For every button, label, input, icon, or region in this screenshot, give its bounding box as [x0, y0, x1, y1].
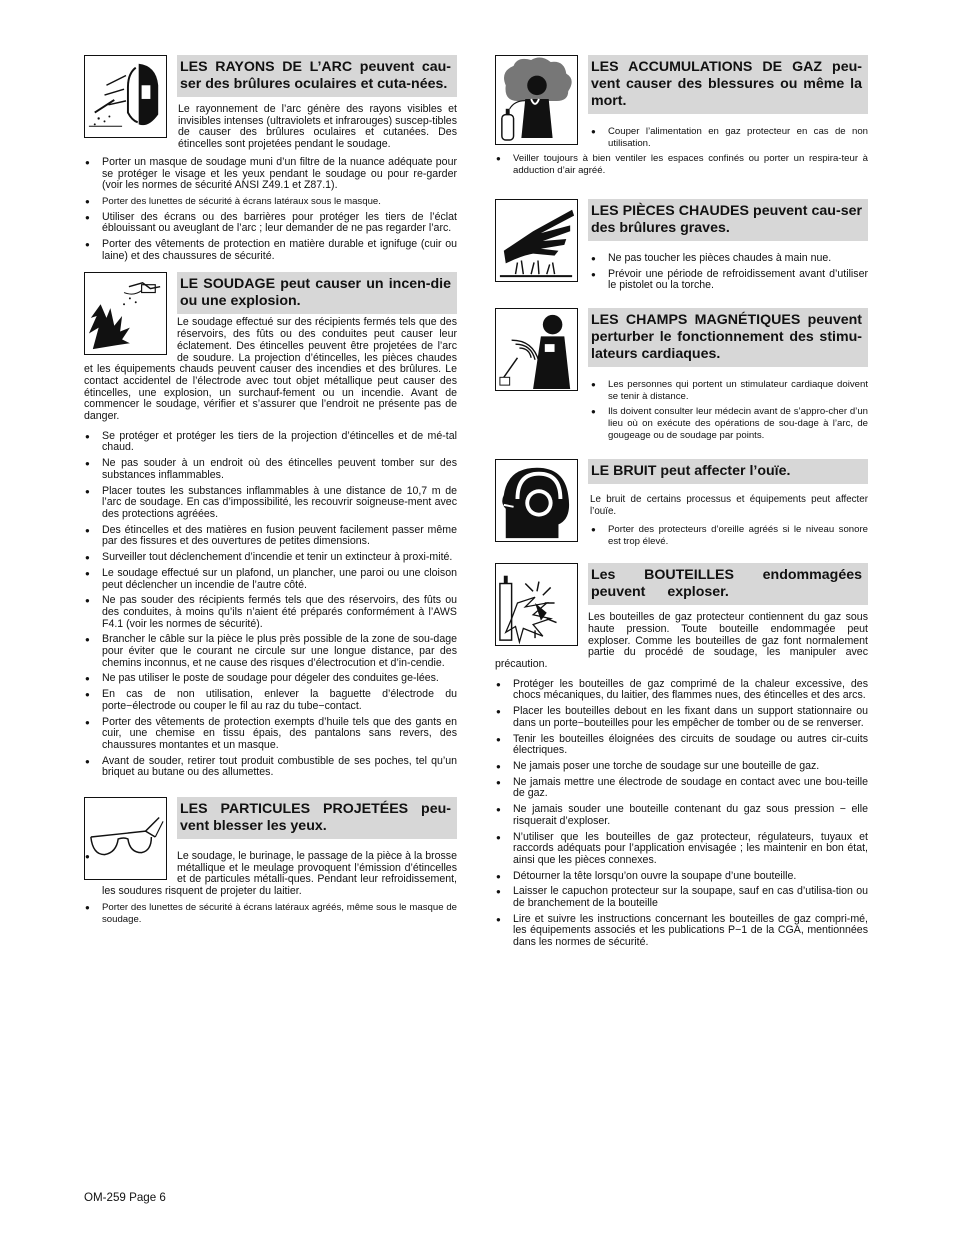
list-item: ● Couper l’alimentation en gaz protecteur en cas de non utilisation.: [590, 126, 868, 149]
list-item: ● Utiliser des écrans ou des barrières pour protéger les tiers de l’éclat éblouissant ou aveuglant de l’arc ; leur demander de ne pas regarder l’arc.: [84, 212, 457, 235]
list-item: ● Se protéger et protéger les tiers de la projection d’étincelles et de mé-tal chaud.: [84, 431, 457, 454]
section-intro: Le soudage effectué sur des récipients fermés tels que des réservoirs, des fûts ou des conduites peut causer leur éclatement. Des étincelles peuvent être projetées de l’arc de soudure. La projection d’étincelles, les pièces chaudes et les équipements chauds peuvent causer des incendies et des brûlures. Le contact accidentel de l’électrode avec tout objet métallique peut causer des étincelles, une explosion, un surchauf-fement ou un incendie. Avant de commencer le soudage, vérifier et s’assurer que l’endroit ne présente pas de danger.: [84, 316, 457, 423]
list-item: ● Le soudage effectué sur un plafond, un plancher, une paroi ou une cloison peut déclencher un incendie de l’autre côté.: [84, 568, 457, 591]
left-column: [84, 55, 457, 925]
cylinder-explosion-icon: [495, 563, 578, 646]
section-fire: [84, 272, 457, 779]
list-item: ● Ne pas utiliser le poste de soudage pour dégeler des conduites ge-lées.: [84, 673, 457, 685]
gas-buildup-icon: [495, 55, 578, 145]
section-heading: LES CHAMPS MAGNÉTIQUES peuvent perturber le fonctionnement des stimu-lateurs cardiaques.: [588, 308, 868, 367]
list-item: ● Ils doivent consulter leur médecin avant de s’appro-cher d’un lieu où on exécute des opérations de sou-dage à l’arc, de gougeage ou de soudage par points.: [590, 406, 868, 441]
list-item: ● Porter des protecteurs d’oreille agréés si le niveau sonore est trop élevé.: [590, 524, 868, 547]
list-item: ● Avant de souder, retirer tout produit combustible de ses poches, tel qu’un briquet au butane ou des allumettes.: [84, 756, 457, 779]
list-item: ● Ne jamais souder une bouteille contenant du gaz sous pression − elle risquerait d’exploser.: [495, 804, 868, 827]
section-cylinders: [495, 563, 868, 949]
section-gas-buildup: [495, 55, 868, 177]
list-item: ● N’utiliser que les bouteilles de gaz protecteur, régulateurs, tuyaux et raccords adéquats pour l’application envisagée ; les maintenir en bon état, ainsi que les pièces connexes.: [495, 832, 868, 867]
list-item: ● Ne pas souder des récipients fermés tels que des réservoirs, des fûts ou des conduites, à moins qu’ils n’aient été préparés conformément à l’AWS F4.1 (voir les normes de sécurité).: [84, 595, 457, 630]
section-heading: LE BRUIT peut affecter l’ouïe.: [588, 459, 868, 484]
magnetic-field-pacemaker-icon: [495, 308, 578, 391]
list-item: ● Porter des vêtements de protection en matière durable et ignifuge (cuir ou laine) et des chaussures de sécurité.: [84, 239, 457, 262]
section-heading: Les BOUTEILLES endommagées peuvent exploser.: [588, 563, 868, 605]
section-intro: Le rayonnement de l’arc génère des rayons visibles et invisibles intenses (ultraviolets et infrarouges) suscep-tibles de causer des brûlures oculaires et cutanées. Des étincelles sont projetées pendant le soudage.: [178, 103, 457, 151]
fire-explosion-icon: [84, 272, 167, 355]
hot-parts-icon: [495, 199, 578, 282]
section-heading: LES PARTICULES PROJETÉES peu-vent blesser les yeux.: [177, 797, 457, 839]
list-item: ● Lire et suivre les instructions concernant les bouteilles de gaz compri-mé, les équipements associés et les publications P−1 de la CGA, mentionnées dans les normes de sécurité.: [495, 914, 868, 949]
right-column: [495, 55, 868, 949]
arc-rays-icon: [84, 55, 167, 138]
list-item: ● En cas de non utilisation, enlever la baguette d’électrode du porte−électrode ou couper le fil au raz du tube−contact.: [84, 689, 457, 712]
section-heading: LES RAYONS DE L’ARC peuvent cau-ser des brûlures oculaires et cuta-nées.: [177, 55, 457, 97]
list-item: ● Ne jamais mettre une électrode de soudage en contact avec une bou-teille de gaz.: [495, 777, 868, 800]
list-item: ● Surveiller tout déclenchement d’incendie et tenir un extincteur à proxi-mité.: [84, 552, 457, 564]
list-item: ● Ne pas toucher les pièces chaudes à main nue.: [590, 253, 868, 265]
section-magnetic-fields: [495, 308, 868, 442]
section-flying-particles: [84, 797, 457, 925]
list-item: ● Protéger les bouteilles de gaz comprimé de la chaleur excessive, des chocs mécaniques, du laitier, des flammes nues, des étincelles et des arcs.: [495, 679, 868, 702]
list-item: ● Des étincelles et des matières en fusion peuvent facilement passer même par des fissures et des ouvertures de petites dimensions.: [84, 525, 457, 548]
hearing-protection-icon: [495, 459, 578, 542]
list-item: ● Laisser le capuchon protecteur sur la soupape, sauf en cas d’utilisa-tion ou de branchement de la bouteille: [495, 886, 868, 909]
list-item: ● Porter un masque de soudage muni d’un filtre de la nuance adéquate pour se protéger le visage et les yeux pendant le soudage ou pour re-garder (voir les normes de sécurité ANSI Z49.1 et Z87.1).: [84, 157, 457, 192]
list-item: ● Détourner la tête lorsqu’on ouvre la soupape d’une bouteille.: [495, 871, 868, 883]
list-item: ● Ne pas souder à un endroit où des étincelles peuvent tomber sur des substances inflammables.: [84, 458, 457, 481]
list-item: ● Tenir les bouteilles éloignées des circuits de soudage ou autres cir-cuits électriques.: [495, 734, 868, 757]
list-item: ● Porter des lunettes de sécurité à écrans latéraux sous le masque.: [84, 196, 457, 208]
list-item: ● Les personnes qui portent un stimulateur cardiaque doivent se tenir à distance.: [590, 379, 868, 402]
section-noise: [495, 459, 868, 547]
section-intro: Les bouteilles de gaz protecteur contiennent du gaz sous haute pression. Toute bouteille endommagée peut exploser. Comme les bouteilles de gaz font normalement partie du procédé de soudage, les manipuler avec précaution.: [495, 611, 868, 671]
list-item: ● Placer toutes les substances inflammables à une distance de 10,7 m de l’arc de soudage. En cas d’impossibilité, les recouvrir soigneuse-ment avec des protections agréées.: [84, 486, 457, 521]
list-item: ● Brancher le câble sur la pièce le plus près possible de la zone de sou-dage pour éviter que le courant ne circule sur une longue distance, par des chemins inconnus, et ne cause des risques d’électrocution et d’in-cendie.: [84, 634, 457, 669]
section-arc-rays: [84, 55, 457, 262]
list-item: ● Placer les bouteilles debout en les fixant dans un support stationnaire ou dans un porte−bouteilles pour les empêcher de tomber ou de se renverser.: [495, 706, 868, 729]
list-item: ● Porter des vêtements de protection exempts d’huile tels que des gants en cuir, une chemise en tissu épais, des pantalons sans revers, des chaussures montantes et un masque.: [84, 717, 457, 752]
list-item: ● Le soudage, le burinage, le passage de la pièce à la brosse métallique et le meulage provoquent l’émission d’étincelles et de particules métalli-ques. Pendant leur refroidissement, les soudures risquent de projeter du laitier.: [84, 851, 457, 898]
list-item: ● Porter des lunettes de sécurité à écrans latéraux agréés, même sous le masque de soudage.: [84, 902, 457, 925]
list-item: ● Ne jamais poser une torche de soudage sur une bouteille de gaz.: [495, 761, 868, 773]
section-intro: Le bruit de certains processus et équipements peut affecter l’ouïe.: [590, 494, 868, 518]
section-hot-parts: [495, 199, 868, 292]
section-heading: LES ACCUMULATIONS DE GAZ peu-vent causer des blessures ou même la mort.: [588, 55, 868, 114]
section-heading: LE SOUDAGE peut causer un incen-die ou une explosion.: [177, 272, 457, 314]
list-item: ● Prévoir une période de refroidissement avant d’utiliser le pistolet ou la torche.: [590, 269, 868, 292]
list-item: ● Veiller toujours à bien ventiler les espaces confinés ou porter un respira-teur à adduction d’air agréé.: [495, 153, 868, 176]
section-heading: LES PIÈCES CHAUDES peuvent cau-ser des brûlures graves.: [588, 199, 868, 241]
page-footer: OM-259 Page 6: [84, 1191, 166, 1204]
